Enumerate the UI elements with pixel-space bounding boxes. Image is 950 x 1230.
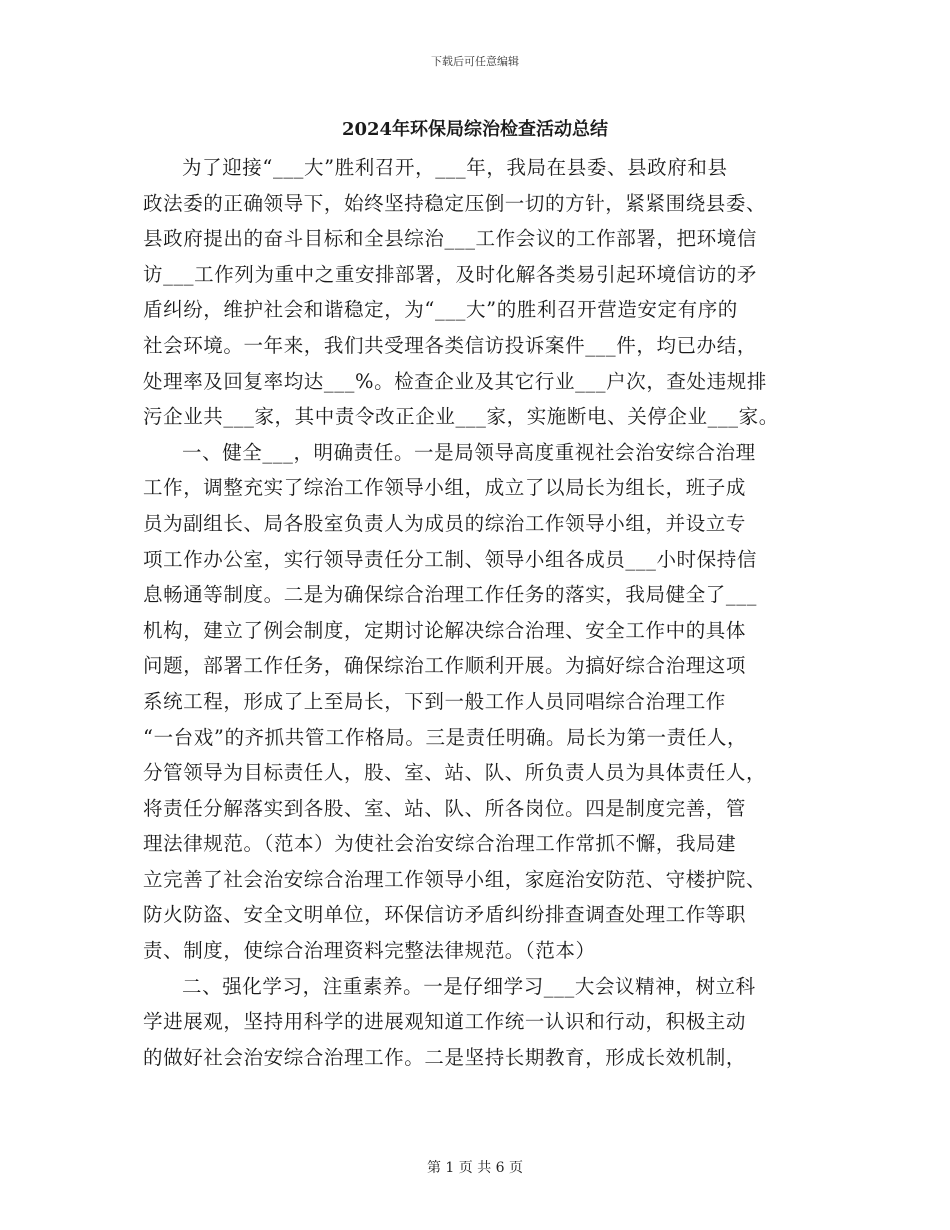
paragraph-line: 系统工程，形成了上至局长，下到一般工作人员同唱综合治理工作 <box>143 689 726 713</box>
paragraph-line: 污企业共___家，其中责令改正企业___家，实施断电、关停企业___家。 <box>143 405 779 429</box>
paragraph-line: 访___工作列为重中之重安排部署，及时化解各类易引起环境信访的矛 <box>143 262 757 286</box>
paragraph-line: 防火防盗、安全文明单位，环保信访矛盾纠纷排查调查处理工作等职 <box>143 903 747 927</box>
paragraph-line: 社会环境。一年来，我们共受理各类信访投诉案件___件，均已办结， <box>143 333 757 357</box>
paragraph-line: 盾纠纷，维护社会和谐稳定，为“___大”的胜利召开营造安定有序的 <box>143 298 738 322</box>
paragraph-line: 一、健全___，明确责任。一是局领导高度重视社会治安综合治理 <box>182 440 756 464</box>
paragraph-line: 理法律规范。（范本）为使社会治安综合治理工作常抓不懈，我局建 <box>143 832 737 856</box>
document-title: 2024年环保局综治检查活动总结 <box>341 119 609 140</box>
page-number: 第 1 页 共 6 页 <box>426 1160 524 1176</box>
paragraph-line: 为了迎接“___大”胜利召开，___年，我局在县委、县政府和县 <box>182 156 728 179</box>
page-header-note: 下载后可任意编辑 <box>431 55 519 68</box>
paragraph-line: 员为副组长、局各股室负责人为成员的综治工作领导小组，并设立专 <box>143 511 747 535</box>
document-body <box>143 150 815 1075</box>
paragraph-line: 学进展观，坚持用科学的进展观知道工作统一认识和行动，积极主动 <box>143 1010 747 1034</box>
paragraph-line: 的做好社会治安综合治理工作。二是坚持长期教育，形成长效机制， <box>143 1045 747 1069</box>
paragraph-line: 问题，部署工作任务，确保综治工作顺利开展。为搞好综合治理这项 <box>143 654 747 678</box>
paragraph-line: 责、制度，使综合治理资料完整法律规范。（范本） <box>143 939 596 963</box>
paragraph-line: 处理率及回复率均达___%。检查企业及其它行业___户次，查处违规排 <box>143 369 767 393</box>
paragraph-line: 机构，建立了例会制度，定期讨论解决综合治理、安全工作中的具体 <box>143 618 747 642</box>
paragraph-line: 二、强化学习，注重素养。一是仔细学习___大会议精神，树立科 <box>182 974 756 998</box>
paragraph-line: 项工作办公室，实行领导责任分工制、领导小组各成员___小时保持信 <box>143 547 757 571</box>
paragraph-line: 工作，调整充实了综治工作领导小组，成立了以局长为组长，班子成 <box>143 476 747 500</box>
paragraph-line: 分管领导为目标责任人，股、室、站、队、所负责人员为具体责任人， <box>143 761 767 785</box>
paragraph-line: “一台戏”的齐抓共管工作格局。三是责任明确。局长为第一责任人， <box>143 725 748 749</box>
paragraph-line: 息畅通等制度。二是为确保综合治理工作任务的落实，我局健全了___ <box>143 583 757 607</box>
paragraph-line: 将责任分解落实到各股、室、站、队、所各岗位。四是制度完善，管 <box>143 796 747 820</box>
paragraph-line: 立完善了社会治安综合治理工作领导小组，家庭治安防范、守楼护院、 <box>143 867 767 891</box>
paragraph-line: 县政府提出的奋斗目标和全县综治___工作会议的工作部署，把环境信 <box>143 227 757 251</box>
paragraph-line: 政法委的正确领导下，始终坚持稳定压倒一切的方针，紧紧围绕县委、 <box>143 191 767 215</box>
